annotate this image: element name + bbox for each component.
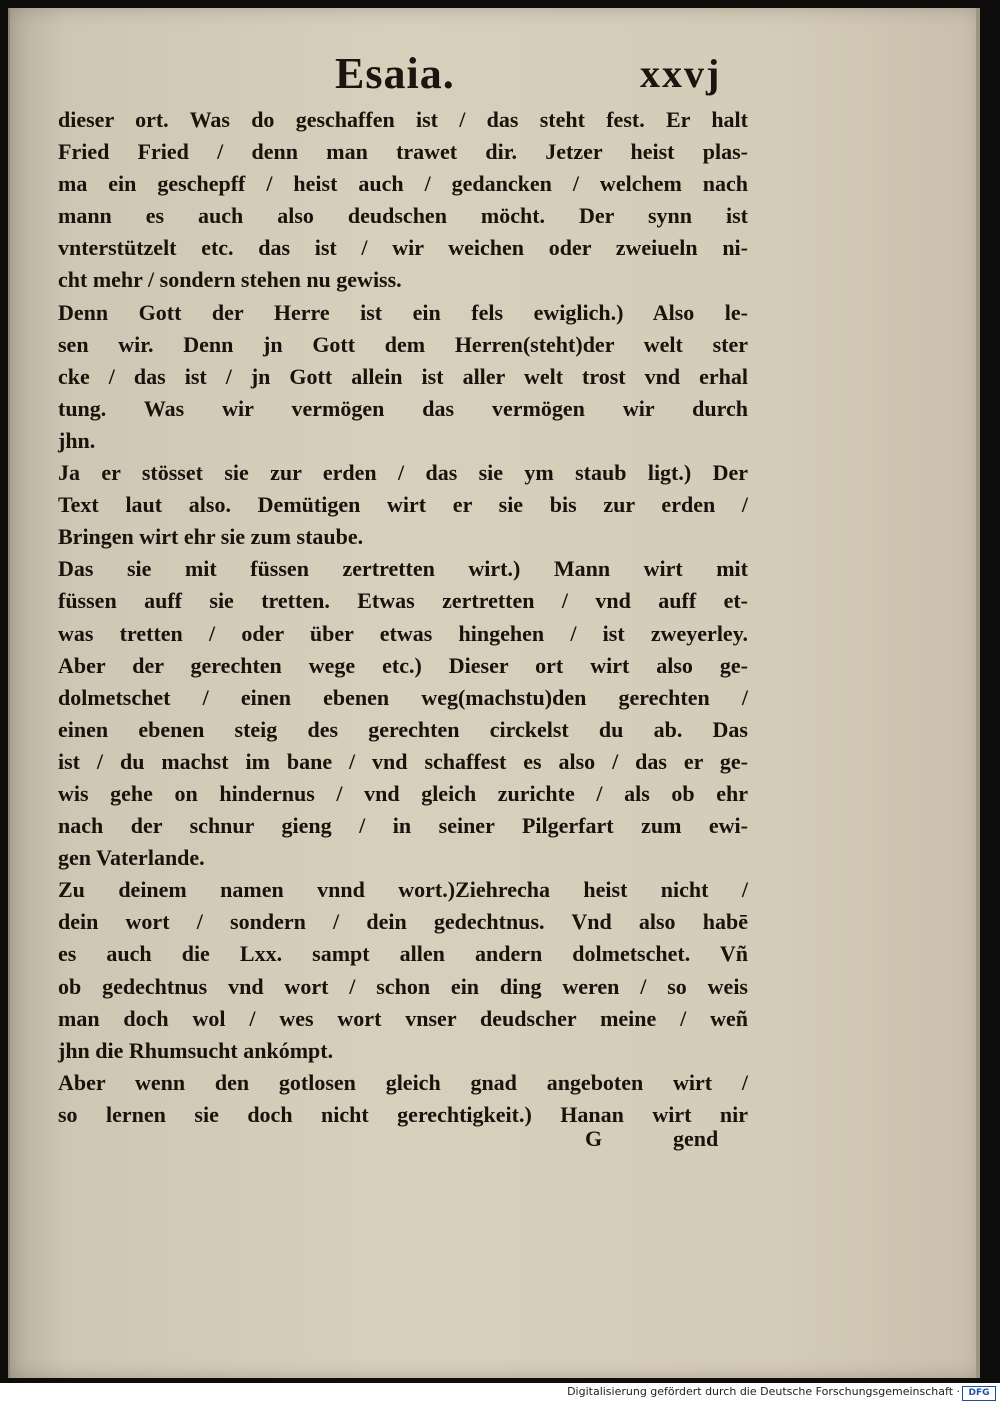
folio-number: xxvj	[640, 51, 722, 96]
text-line: dolmetschet / einen ebenen weg(machstu)den gerechten /	[58, 684, 748, 710]
text-block	[58, 104, 748, 1131]
text-line: Das sie mit füssen zertretten wirt.) Mann wirt mit	[58, 556, 748, 582]
text-line: vnterstützelt etc. das ist / wir weichen oder zweiueln ni-	[58, 235, 748, 261]
text-line: dein wort / sondern / dein gedechtnus. Vnd also habē	[58, 909, 748, 935]
running-title: Esaia.	[335, 49, 455, 98]
catchword: gend	[673, 1126, 719, 1151]
text-line: ob gedechtnus vnd wort / schon ein ding weren / so weis	[58, 973, 748, 999]
dfg-logo: DFG	[962, 1386, 996, 1401]
text-line: ma ein geschepff / heist auch / gedancken / welchem nach	[58, 171, 748, 197]
text-line: Denn Gott der Herre ist ein fels ewiglich.) Also le-	[58, 299, 748, 325]
book-page	[8, 8, 980, 1378]
funding-credit: Digitalisierung gefördert durch die Deutsche Forschungsgemeinschaft ·	[567, 1385, 960, 1398]
text-line: cke / das ist / jn Gott allein ist aller welt trost vnd erhal	[58, 363, 748, 389]
text-line: so lernen sie doch nicht gerechtigkeit.) Hanan wirt nir	[58, 1101, 748, 1127]
text-line: einen ebenen steig des gerechten circkelst du ab. Das	[58, 716, 748, 742]
text-line: jhn die Rhumsucht ankómpt.	[58, 1037, 334, 1063]
text-line: Bringen wirt ehr sie zum staube.	[58, 524, 364, 550]
text-line: man doch wol / wes wort vnser deudscher meine / weñ	[58, 1005, 748, 1031]
text-line: sen wir. Denn jn Gott dem Herren(steht)der welt ster	[58, 331, 748, 357]
text-line: Zu deinem namen vnnd wort.)Ziehrecha heist nicht /	[58, 877, 748, 903]
signature-mark: G	[585, 1126, 603, 1151]
text-line: nach der schnur gieng / in seiner Pilgerfart zum ewi-	[58, 813, 748, 839]
text-line: mann es auch also deudschen möcht. Der synn ist	[58, 203, 748, 229]
text-line: wis gehe on hindernus / vnd gleich zurichte / als ob ehr	[58, 780, 748, 806]
digitization-footer	[0, 1383, 1000, 1402]
text-line: füssen auff sie tretten. Etwas zertretten / vnd auff et-	[58, 588, 748, 614]
text-line: tung. Was wir vermögen das vermögen wir durch	[58, 395, 748, 421]
page-header	[10, 48, 980, 108]
text-line: Ja er stösset sie zur erden / das sie ym staub ligt.) Der	[58, 460, 748, 486]
page-edge	[976, 8, 980, 1378]
text-line: dieser ort. Was do geschaffen ist / das steht fest. Er halt	[58, 107, 748, 132]
text-line: Text laut also. Demütigen wirt er sie bis zur erden /	[58, 492, 748, 518]
text-line: was tretten / oder über etwas hingehen / ist zweyerley.	[58, 620, 748, 646]
text-line: ist / du machst im bane / vnd schaffest es also / das er ge-	[58, 748, 748, 774]
text-line: Aber wenn den gotlosen gleich gnad angeboten wirt /	[58, 1069, 748, 1095]
text-line: cht mehr / sondern stehen nu gewiss.	[58, 267, 402, 293]
text-line: Fried Fried / denn man trawet dir. Jetzer heist plas-	[58, 139, 748, 165]
text-line: gen Vaterlande.	[58, 845, 205, 871]
text-line: jhn.	[58, 427, 96, 453]
text-line: es auch die Lxx. sampt allen andern dolmetschet. Vñ	[58, 941, 748, 967]
text-line: Aber der gerechten wege etc.) Dieser ort wirt also ge-	[58, 652, 748, 678]
